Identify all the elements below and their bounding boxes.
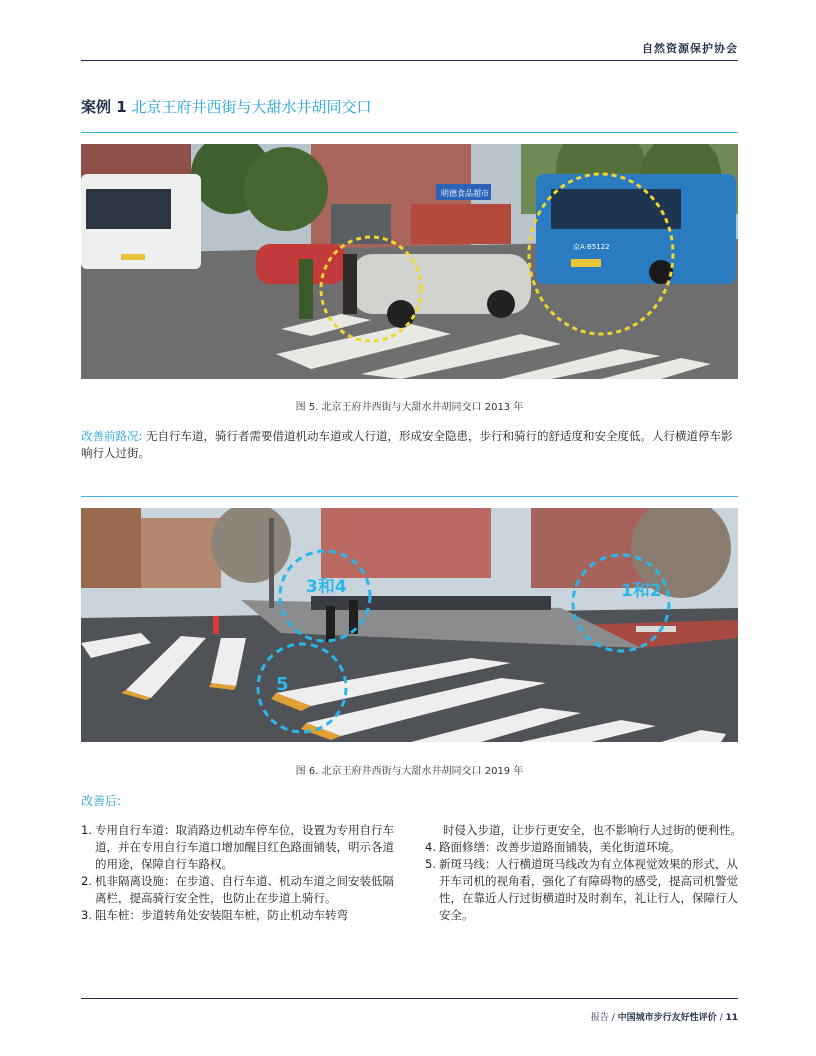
bus-plate-text: 京A·B5122: [573, 243, 610, 251]
figure-5-caption: 图 5. 北京王府井西街与大甜水井胡同交口 2013 年: [295, 402, 524, 413]
marker-label-5: 5: [276, 674, 289, 695]
organization-name: 自然资源保护协会: [642, 42, 738, 55]
case-label: 案例 1: [81, 98, 127, 116]
footer-title: 中国城市步行友好性评价: [617, 1013, 717, 1023]
before-text: 无自行车道，骑行者需要借道机动车道或人行道，形成安全隐患，步行和骑行的舒适度和安全度低。人行横道停车影响行人过街。: [81, 429, 733, 460]
page-number: 11: [725, 1013, 738, 1023]
marker-label-3-4: 3和4: [306, 577, 347, 597]
list-item: 1. 专用自行车道：取消路边机动车停车位，设置为专用自行车道，并在专用自行车道口增加醒目红色路面铺装，明示各道的用途，保障自行车路权。: [81, 823, 394, 871]
case-name: 北京王府井西街与大甜水井胡同交口: [131, 98, 372, 116]
list-item-continuation: 时侵入步道，让步行更安全，也不影响行人过街的便利性。: [443, 823, 742, 837]
header-divider: [81, 60, 738, 61]
footer-report: 报告: [590, 1013, 609, 1023]
list-item: 4. 路面修缮：改善步道路面铺装，美化街道环境。: [425, 840, 681, 854]
figure-6-caption: 图 6. 北京王府井西街与大甜水井胡同交口 2019 年: [295, 766, 524, 777]
footer: 报告 / 中国城市步行友好性评价 / 11: [590, 1013, 738, 1023]
list-item: 3. 阻车桩：步道转角处安装阻车桩，防止机动车转弯: [81, 908, 348, 922]
before-paragraph: [81, 428, 741, 462]
case-title: [81, 96, 371, 117]
after-list-right: [425, 822, 743, 924]
list-item: 5. 新斑马线：人行横道斑马线改为有立体视觉效果的形式，从开车司机的视角看，强化了有障碍物的感受，提高司机警觉性，在靠近人行过街横道时及时刹车，礼让行人，保障行人安全。: [425, 857, 738, 922]
photo-2019-illustration: [81, 508, 738, 742]
list-item: 2. 机非隔离设施：在步道、自行车道、机动车道之间安装低隔离栏，提高骑行安全性，也防止在步道上骑行。: [81, 874, 394, 905]
before-label: 改善前路况:: [81, 429, 143, 443]
photo-2013-illustration: [81, 144, 738, 379]
shop-sign-text: 明德食品超市: [441, 189, 489, 198]
after-list-left: [81, 822, 399, 924]
footer-divider: [81, 998, 738, 999]
after-label: 改善后:: [81, 794, 122, 808]
marker-label-1-2: 1和2: [621, 581, 662, 601]
section-divider-top: [81, 132, 738, 133]
section-divider-middle: [81, 496, 738, 497]
photo-2019: [81, 508, 738, 742]
photo-2013: [81, 144, 738, 379]
